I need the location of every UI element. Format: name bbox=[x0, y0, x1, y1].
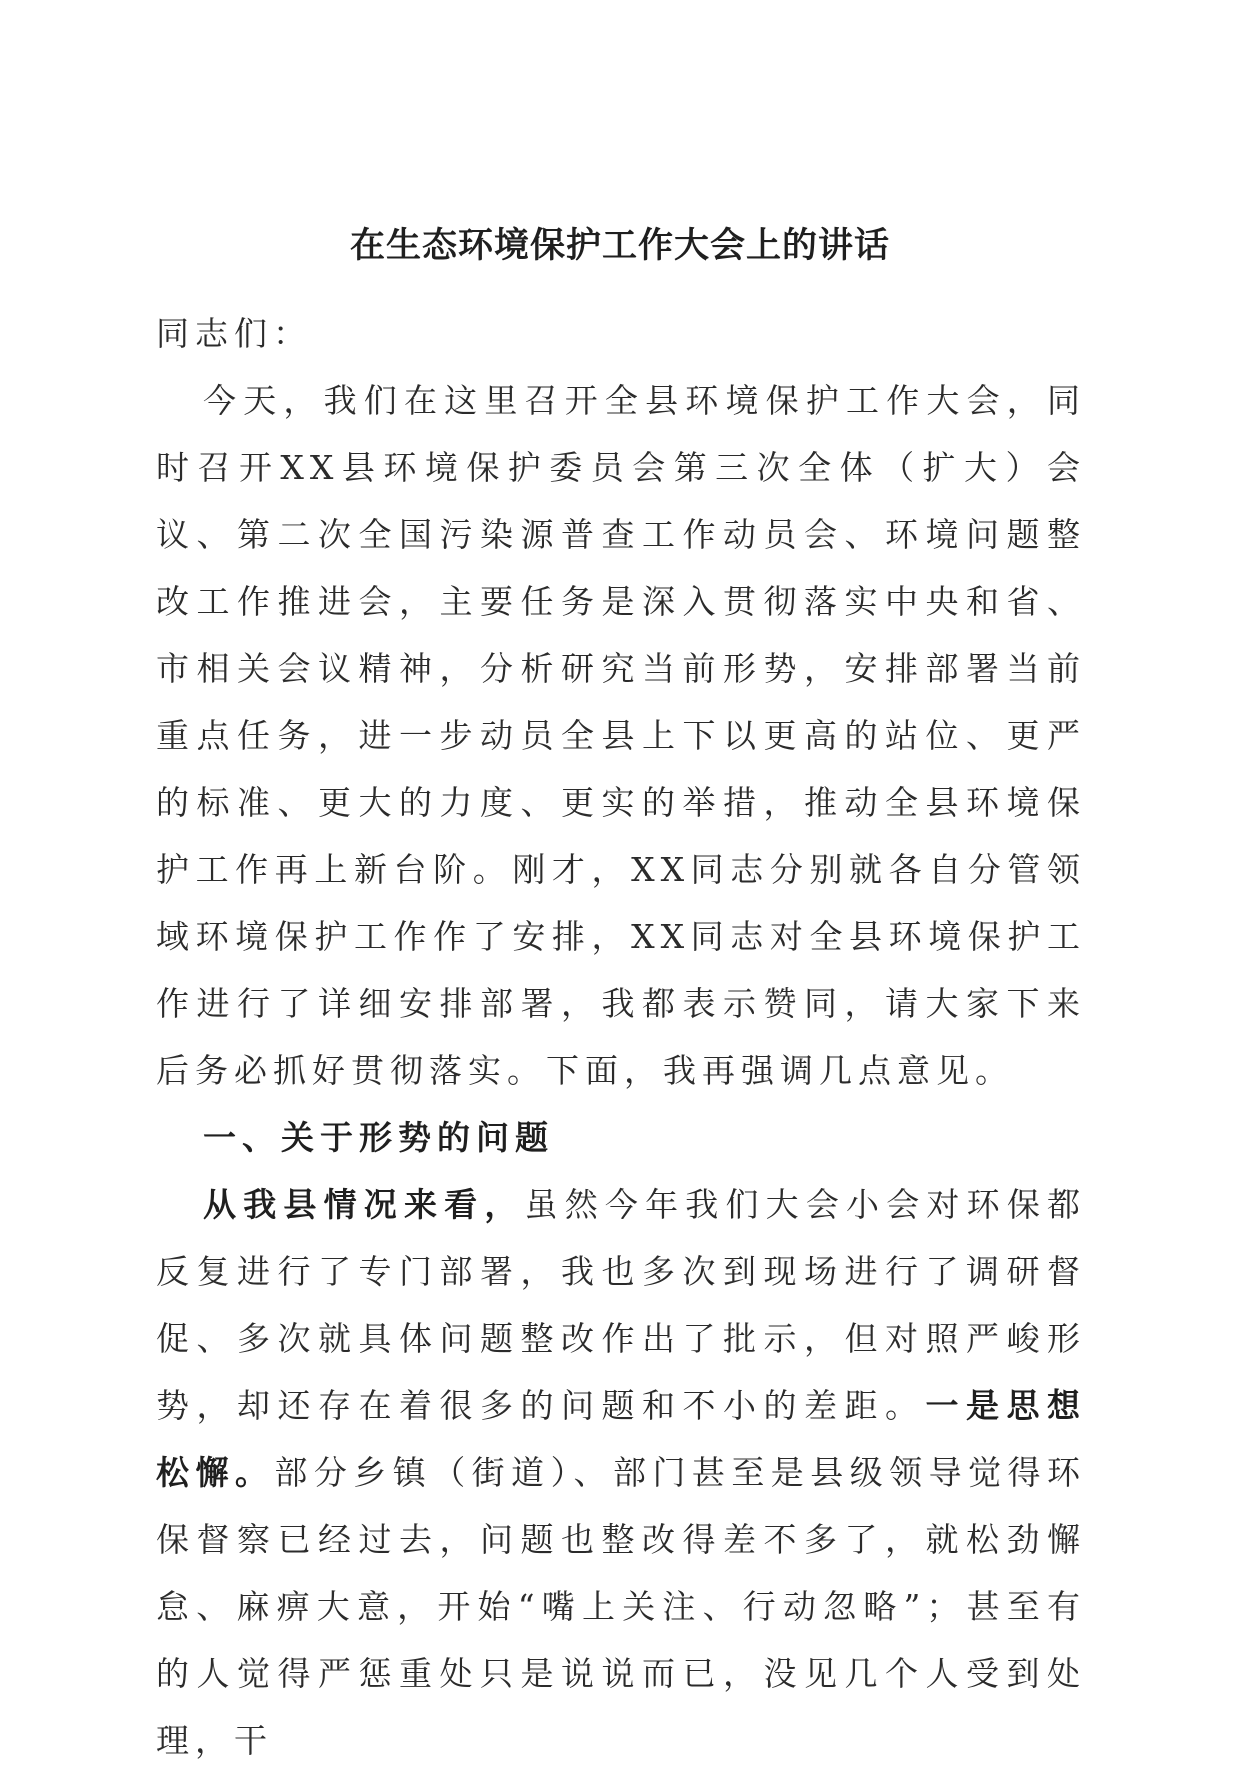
salutation: 同志们： bbox=[156, 314, 312, 353]
intro-paragraph: 今天，我们在这里召开全县环境保护工作大会，同时召开XX县环境保护委员会第三次全体（扩大）会议、第二次全国污染源普查工作动员会、环境问题整改工作推进会，主要任务是深入贯彻落实中央和省、市相关会议精神，分析研究当前形势，安排部署当前重点任务，进一步动员全县上下以更高的站位、更严的标准、更大的力度、更实的举措，推动全县环境保护工作再上新台阶。刚才，XX同志分别就各自分管领域环境保护工作作了安排，XX同志对全县环境保护工作进行了详细安排部署，我都表示赞同，请大家下来后务必抓好贯彻落实。下面，我再强调几点意见。 bbox=[156, 381, 1086, 1090]
lead-bold-text: 从我县情况来看， bbox=[203, 1185, 525, 1224]
document-title: 在生态环境保护工作大会上的讲话 bbox=[349, 225, 890, 266]
section-paragraph bbox=[156, 1171, 1086, 1774]
document-body bbox=[156, 300, 1086, 1774]
point-one-bold-text: 一是思想松懈。 bbox=[156, 1386, 1086, 1492]
paragraph-text: 虽然今年我们大会小会对环保都反复进行了专门部署，我也多次到现场进行了调研督促、多次就具体问题整改作出了批示，但对照严峻形势，却还存在着很多的问题和不小的差距。 bbox=[156, 1185, 1087, 1425]
section-heading: 一、关于形势的问题 bbox=[203, 1118, 554, 1157]
paragraph-text-continued: 部分乡镇（街道）、部门甚至是县级领导觉得环保督察已经过去，问题也整改得差不多了，就松劲懈怠、麻痹大意，开始“嘴上关注、行动忽略”；甚至有的人觉得严惩重处只是说说而已，没见几个人受到处理，干 bbox=[156, 1453, 1087, 1760]
